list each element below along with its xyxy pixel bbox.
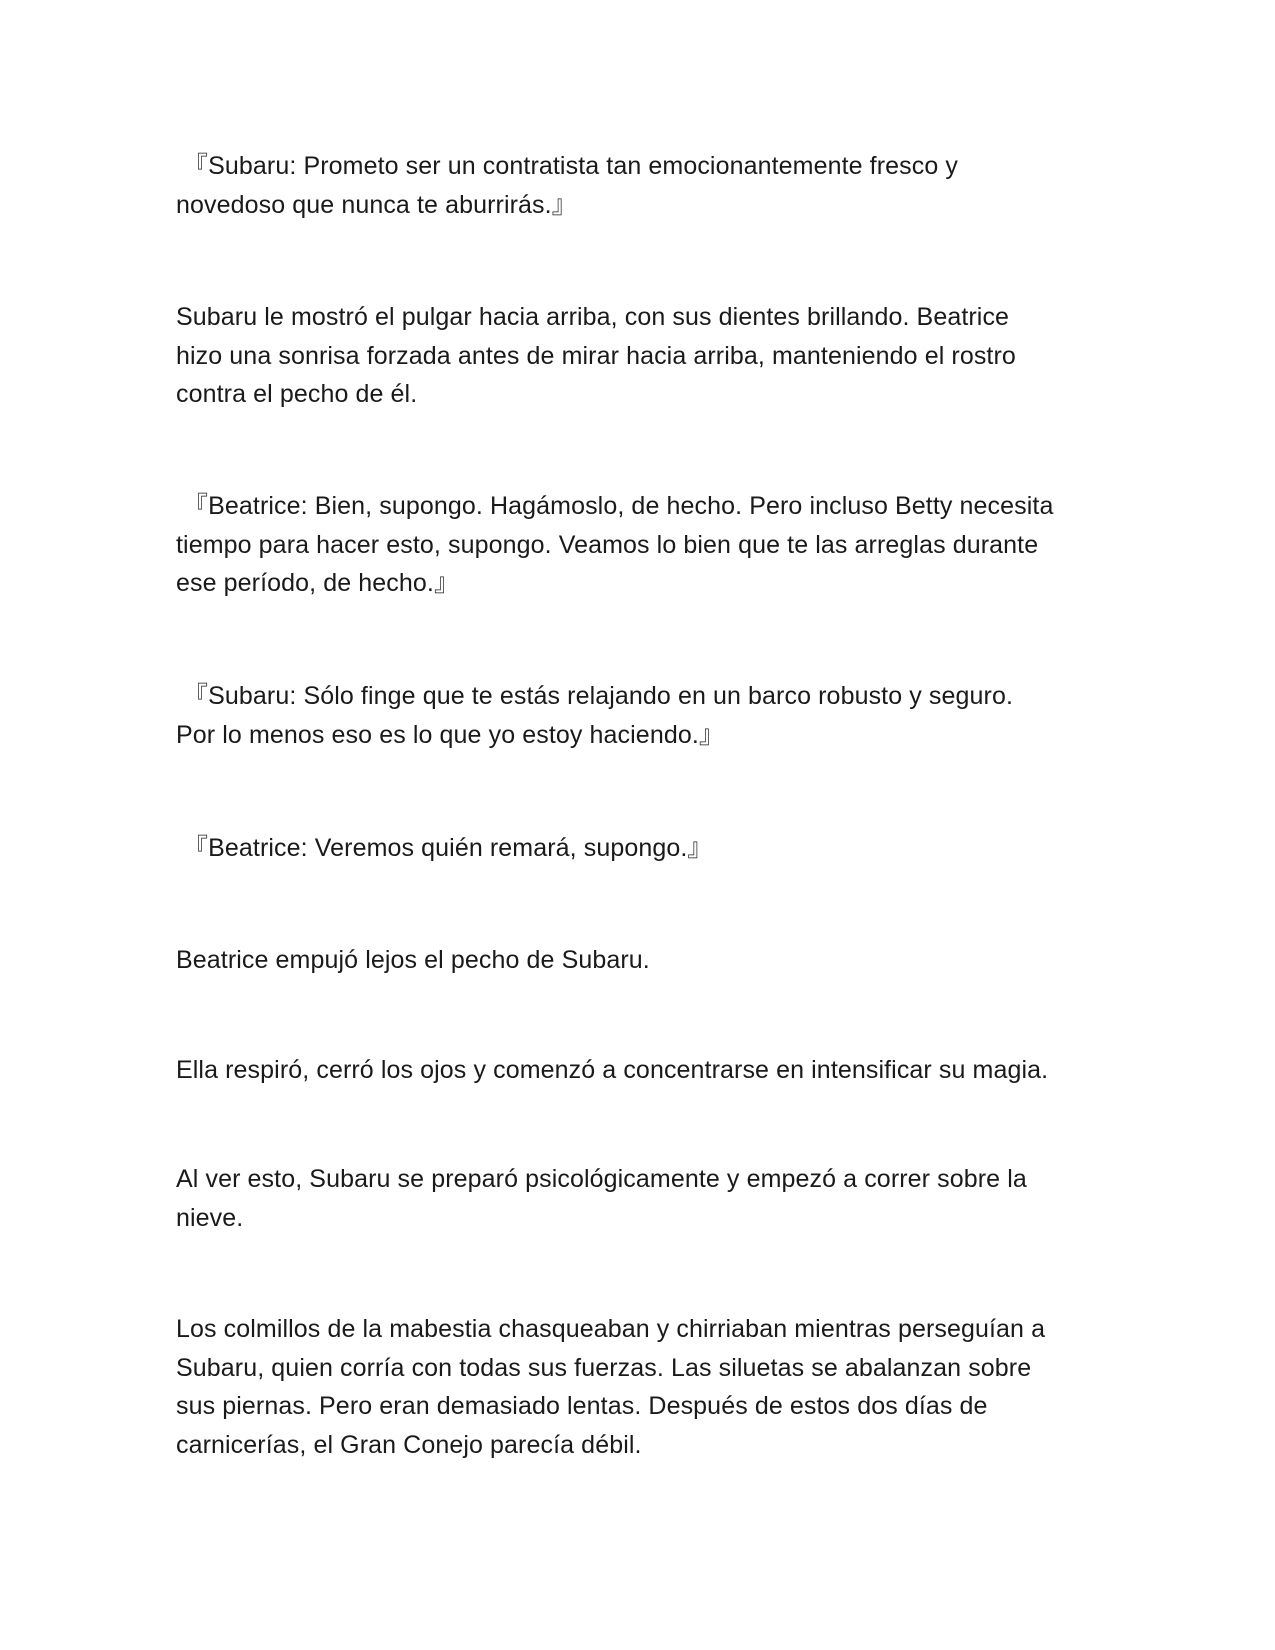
text-line: Subaru le mostró el pulgar hacia arriba, con sus dientes brillando. Beatrice — [176, 303, 1010, 331]
dialogue-paragraph-beatrice-1 — [176, 487, 1106, 603]
text-line: contra el pecho de él. — [176, 380, 418, 408]
dialogue-paragraph-subaru-1 — [176, 147, 1106, 224]
text-line: ese período, de hecho.』 — [176, 569, 460, 597]
narration-paragraph-5 — [176, 1310, 1106, 1464]
dialogue-paragraph-beatrice-2 — [176, 829, 1106, 868]
text-line: nieve. — [176, 1203, 244, 1232]
text-line: novedoso que nunca te aburrirás.』 — [176, 190, 577, 219]
narration-paragraph-4 — [176, 1160, 1106, 1237]
text-line: Beatrice empujó lejos el pecho de Subaru. — [176, 946, 650, 974]
text-line: Subaru, quien corría con todas sus fuerzas. Las siluetas se abalanzan sobre — [176, 1353, 1032, 1382]
text-line: Al ver esto, Subaru se preparó psicológicamente y empezó a correr sobre la — [176, 1165, 1027, 1193]
narration-paragraph-3 — [176, 1051, 1106, 1090]
text-line: 『Subaru: Prometo ser un contratista tan emocionantemente fresco y — [176, 152, 958, 180]
dialogue-paragraph-subaru-2 — [176, 677, 1106, 754]
text-line: tiempo para hacer esto, supongo. Veamos lo bien que te las arreglas durante — [176, 530, 1039, 559]
text-line: hizo una sonrisa forzada antes de mirar hacia arriba, manteniendo el rostro — [176, 341, 1016, 370]
text-line: 『Beatrice: Veremos quién remará, supongo.』 — [176, 834, 713, 862]
text-line: carnicerías, el Gran Conejo parecía débil. — [176, 1430, 642, 1459]
narration-paragraph-1 — [176, 298, 1106, 414]
text-line: Ella respiró, cerró los ojos y comenzó a concentrarse en intensificar su magia. — [176, 1056, 1049, 1084]
text-line: sus piernas. Pero eran demasiado lentas. Después de estos dos días de — [176, 1392, 988, 1420]
text-line: Los colmillos de la mabestia chasqueaban y chirriaban mientras perseguían a — [176, 1315, 1046, 1343]
text-line: 『Subaru: Sólo finge que te estás relajando en un barco robusto y seguro. — [176, 682, 1013, 710]
text-line: Por lo menos eso es lo que yo estoy haciendo.』 — [176, 720, 724, 749]
narration-paragraph-2 — [176, 941, 1106, 980]
text-line: 『Beatrice: Bien, supongo. Hagámoslo, de hecho. Pero incluso Betty necesita — [176, 492, 1054, 520]
